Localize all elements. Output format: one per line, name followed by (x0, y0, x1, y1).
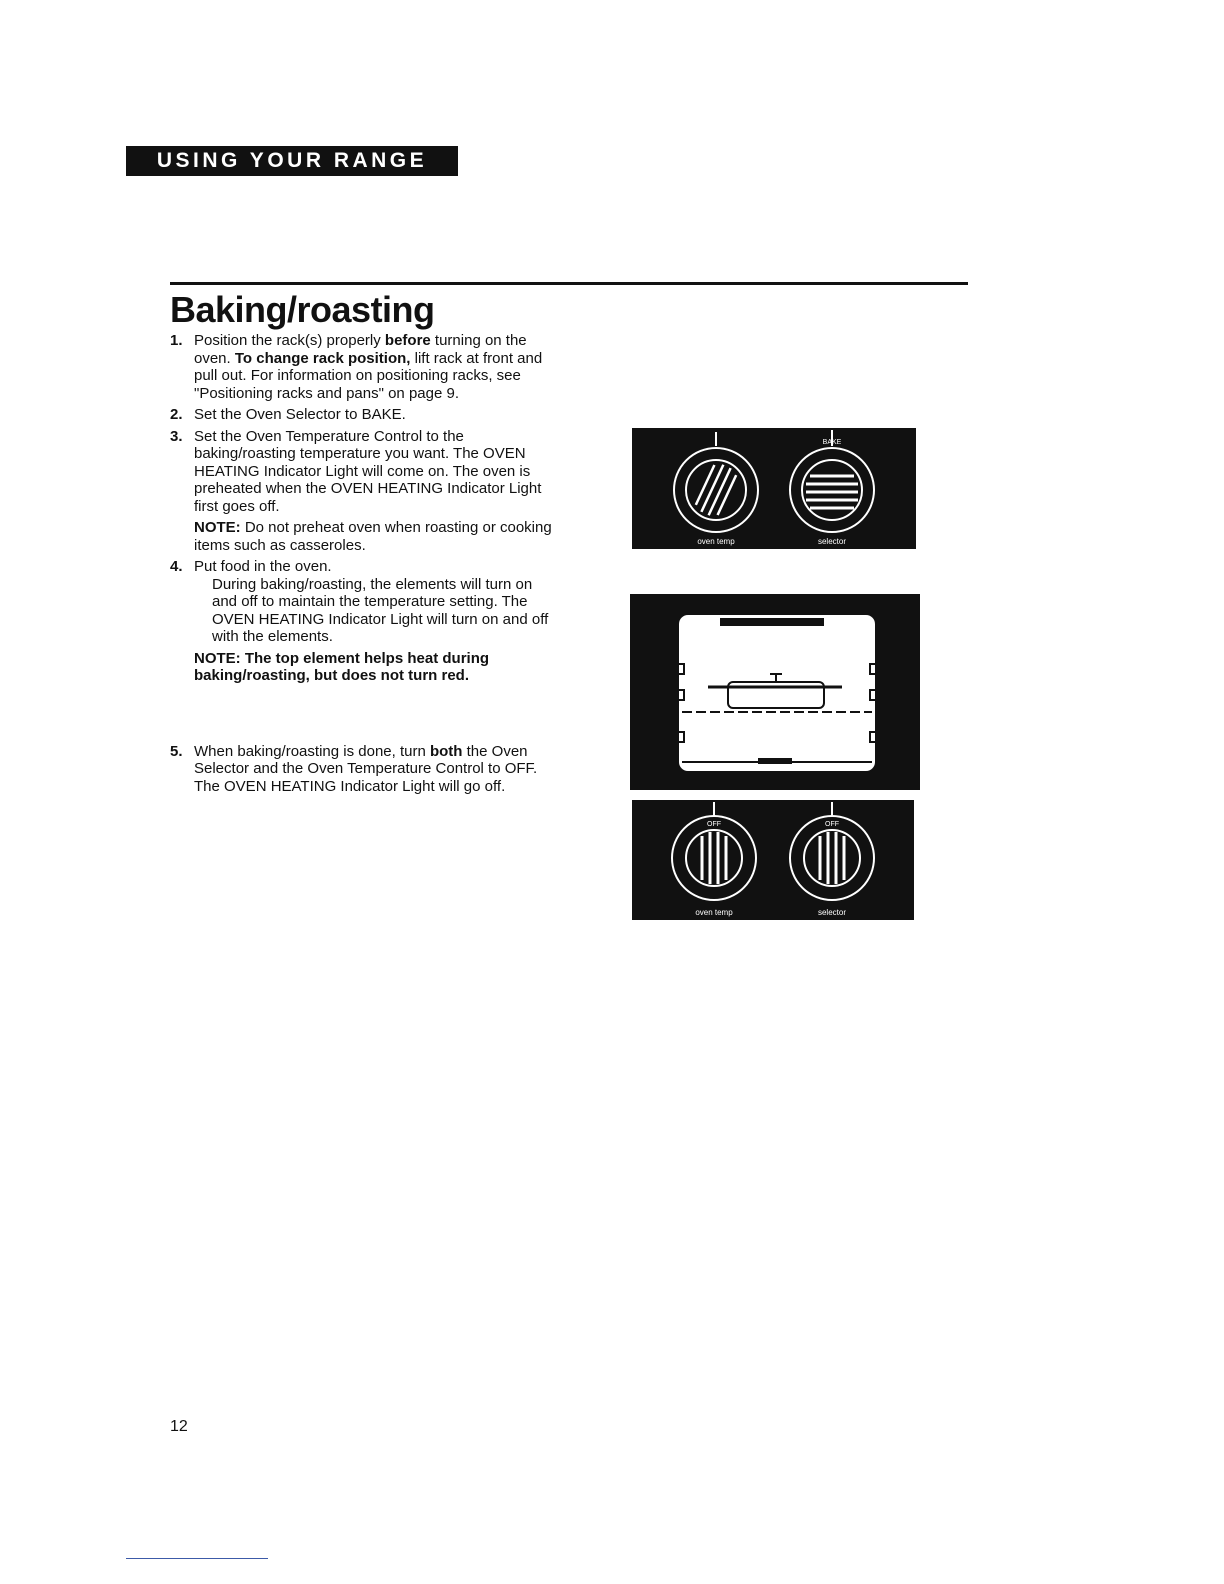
oven-temp-label: oven temp (695, 908, 733, 917)
step-number: 3. (170, 427, 183, 445)
selector-tick-label: BAKE (822, 439, 842, 446)
step-text: Put food in the oven. (194, 558, 332, 575)
step-text-part: lift rack at front and pull out. For information on positioning racks, see "Positioning racks and pans" on page 9. (194, 349, 543, 402)
controls-illustration (632, 428, 916, 549)
step-3 (170, 428, 560, 555)
step-note: NOTE: The top element helps heat during baking/roasting, but does not turn red. (194, 649, 490, 684)
spacer (170, 689, 560, 743)
section-tab (126, 146, 458, 176)
controls-off-illustration (632, 800, 914, 920)
step-text (194, 332, 560, 402)
selector-label: selector (817, 537, 847, 546)
oven-temp-knob (674, 432, 758, 532)
oven-interior-figure (630, 594, 920, 790)
step-text-part: the Oven Selector and the Oven Temperature Control to OFF. The OVEN HEATING Indicator Light will go off. (194, 742, 538, 795)
step-1 (170, 332, 560, 402)
step-text-part: Position the rack(s) properly (194, 332, 385, 349)
step-text-part: turning on the oven. (194, 332, 527, 367)
controls-bake-figure (632, 428, 916, 549)
controls-off-figure (632, 800, 914, 920)
selector-knob (790, 802, 874, 900)
note-text: Do not preheat oven when roasting or cooking items such as casseroles. (194, 519, 552, 554)
selector-knob (790, 430, 874, 532)
section-label: USING YOUR RANGE (156, 149, 428, 172)
step-emphasis: before (384, 332, 431, 349)
page-number: 12 (170, 1418, 188, 1435)
oven-temp-knob (672, 802, 756, 900)
footer-rule (126, 1558, 268, 1559)
steps-list (170, 332, 560, 799)
step-4 (170, 558, 560, 685)
step-number: 1. (170, 332, 183, 349)
title-rule (170, 282, 968, 285)
selector-tick-label: OFF (825, 821, 839, 828)
page-title: Baking/roasting (170, 289, 435, 330)
step-number: 4. (170, 558, 183, 575)
step-5 (170, 743, 560, 796)
step-number: 5. (170, 742, 183, 760)
oven-temp-tick-label: OFF (707, 821, 721, 828)
step-text: Set the Oven Selector to BAKE. (194, 406, 406, 423)
step-2 (170, 406, 560, 424)
oven-interior-illustration (630, 594, 920, 790)
note-label: NOTE: (194, 519, 241, 536)
step-text-part: When baking/roasting is done, turn (194, 742, 430, 760)
selector-label: selector (817, 908, 847, 917)
step-number: 2. (170, 406, 183, 423)
step-emphasis: both (429, 742, 463, 760)
step-note (194, 519, 560, 554)
step-detail: During baking/roasting, the elements will turn on and off to maintain the temperature setting. The OVEN HEATING Indicator Light will turn on and off with the elements. (212, 575, 549, 645)
step-text: Set the Oven Temperature Control to the baking/roasting temperature you want. The OVEN HEATING Indicator Light will come on. The oven is preheated when the OVEN HEATING Indicator Light first goes off. (194, 427, 542, 515)
step-text (194, 743, 560, 796)
oven-temp-label: oven temp (697, 537, 735, 546)
step-emphasis: To change rack position, (234, 349, 411, 367)
